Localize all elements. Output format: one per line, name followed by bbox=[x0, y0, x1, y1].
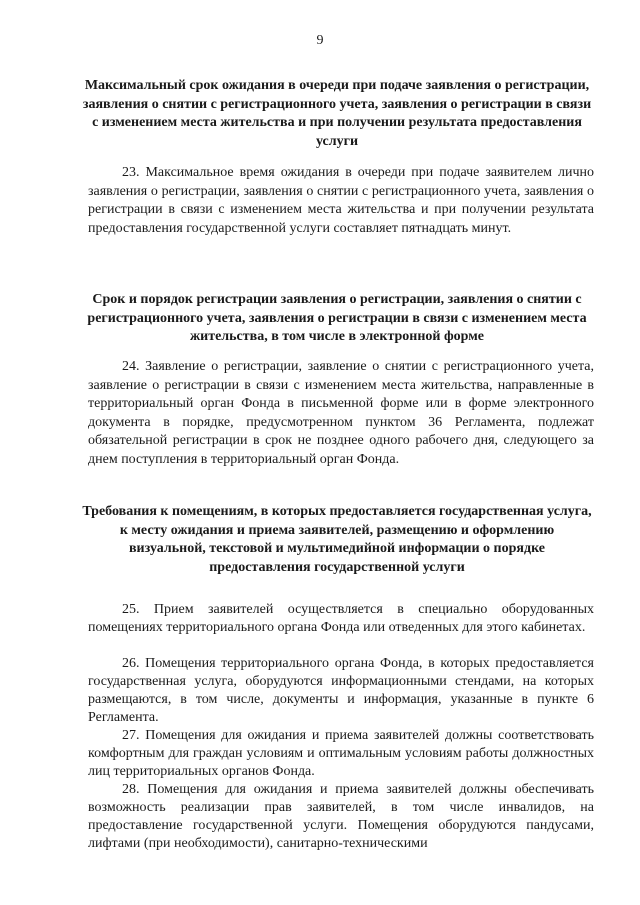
paragraph-28: 28. Помещения для ожидания и приема заявителей должны обеспечивать возможность реализации прав заявителей, в том числе инвалидов, на предоставление государственной услуги. Помещения оборудуются пандусами, лифтами (при необходимости), санитарно-техническими bbox=[88, 782, 594, 851]
paragraph-27: 27. Помещения для ожидания и приема заявителей должны соответствовать комфортным для граждан условиям и оптимальным условиям работы должностных лиц территориальных органов Фонда. bbox=[88, 728, 594, 779]
paragraph-25: 25. Прием заявителей осуществляется в специально оборудованных помещениях территориального органа Фонда или отведенных для этого кабинетах. bbox=[88, 602, 594, 635]
section-heading-premises-requirements: Требования к помещениям, в которых предоставляется государственная услуга, к месту ожидания и приема заявителей, размещению и оформлению визуальной, текстовой и мультимедийной информации о порядке предоставления государственной услуги bbox=[82, 504, 592, 575]
section-heading-waiting-time: Максимальный срок ожидания в очереди при подаче заявления о регистрации, заявления о снятии с регистрационного учета, заявления о регистрации в связи с изменением места жительства и при получении результата предоставления услуги bbox=[82, 78, 592, 149]
paragraph-23: 23. Максимальное время ожидания в очереди при подаче заявителем лично заявления о регистрации, заявления о снятии с регистрационного учета, заявления о регистрации в связи с изменением места жительства и при получении результата предоставления государственной услуги составляет пятнадцать минут. bbox=[88, 165, 594, 236]
section-heading-registration-term: Срок и порядок регистрации заявления о регистрации, заявления о снятии с регистрационного учета, заявления о регистрации в связи с изменением места жительства, в том числе в электронной форме bbox=[87, 292, 587, 344]
paragraph-24: 24. Заявление о регистрации, заявление о снятии с регистрационного учета, заявление о регистрации в связи с изменением места жительства, направленные в территориальный орган Фонда в письменной форме или в форме электронного документа в порядке, предусмотренном пунктом 36 Регламента, подлежат обязательной регистрации в срок не позднее одного рабочего дня, следующего за днем поступления в территориальный орган Фонда. bbox=[88, 359, 594, 467]
page-number: 9 bbox=[316, 33, 324, 48]
paragraph-26: 26. Помещения территориального органа Фонда, в которых предоставляется государственная услуга, оборудуются информационными стендами, на которых размещаются, в том числе, документы и информация, указанные в пункте 6 Регламента. bbox=[88, 656, 594, 725]
